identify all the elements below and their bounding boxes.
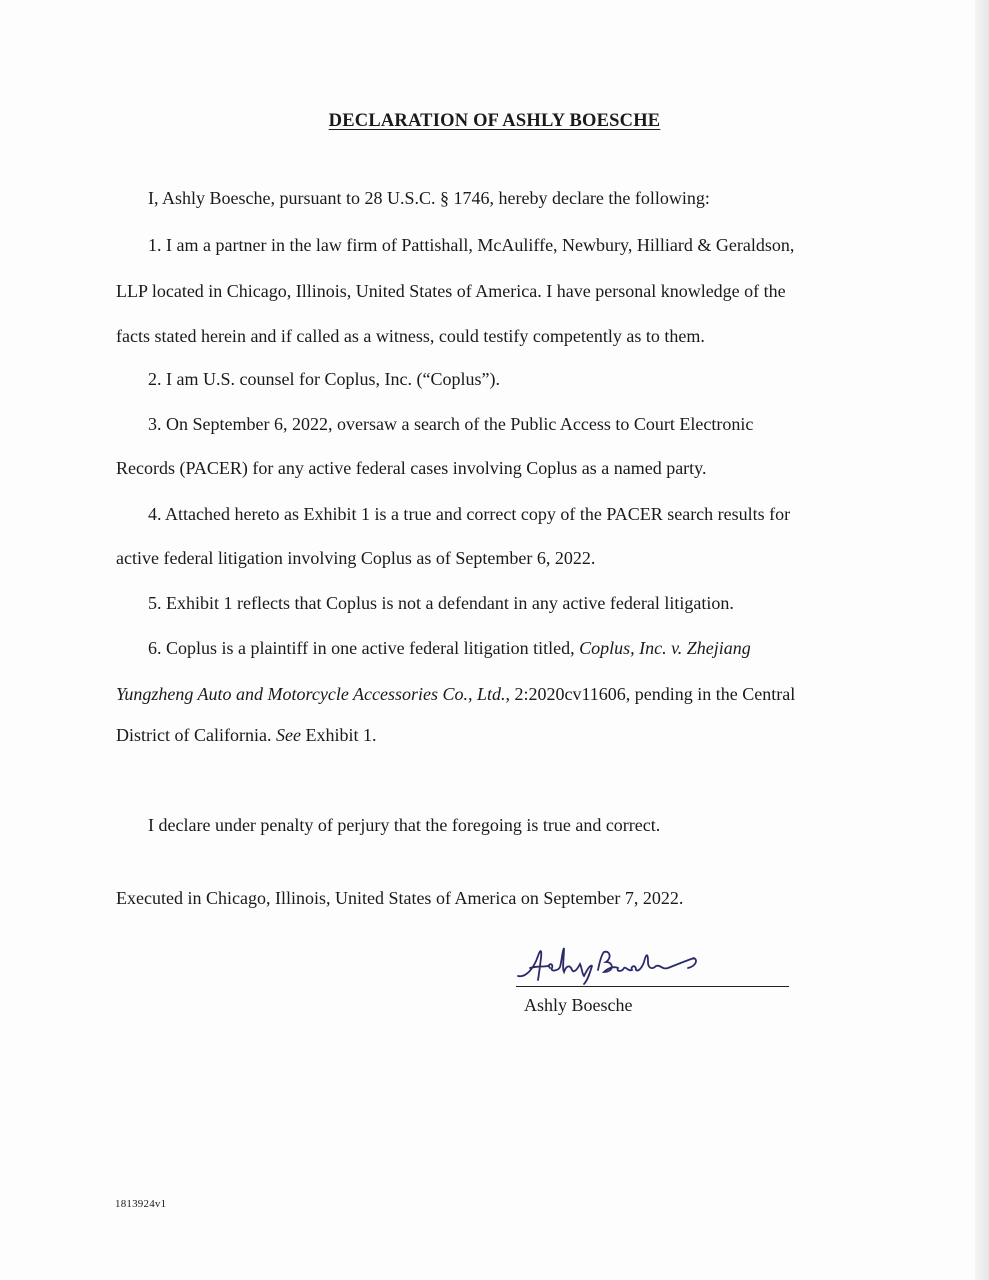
perjury-declaration: I declare under penalty of perjury that the foregoing is true and correct. — [148, 815, 661, 835]
paragraph-6-line-2 — [116, 682, 795, 706]
intro-line: I, Ashly Boesche, pursuant to 28 U.S.C. § 1746, hereby declare the following: — [148, 188, 710, 208]
signature-line — [516, 986, 789, 987]
signer-printed-name: Ashly Boesche — [524, 995, 633, 1015]
paragraph-1-line-2: LLP located in Chicago, Illinois, United States of America. I have personal knowledge of the — [116, 281, 786, 301]
see-signal-italic: See — [275, 725, 301, 745]
signature-block — [512, 938, 792, 1028]
case-title-italic: Coplus, Inc. v. Zhejiang — [579, 638, 751, 658]
paragraph-6-line-1 — [148, 636, 751, 660]
handwritten-signature-icon — [512, 938, 712, 988]
paragraph-2: 2. I am U.S. counsel for Coplus, Inc. (“Coplus”). — [148, 369, 500, 389]
execution-statement: Executed in Chicago, Illinois, United States of America on September 7, 2022. — [116, 888, 684, 908]
paragraph-3-line-1: 3. On September 6, 2022, oversaw a search of the Public Access to Court Electronic — [148, 414, 754, 434]
paragraph-5: 5. Exhibit 1 reflects that Coplus is not a defendant in any active federal litigation. — [148, 593, 734, 613]
paragraph-1-line-1: 1. I am a partner in the law firm of Pattishall, McAuliffe, Newbury, Hilliard & Geraldson, — [148, 235, 795, 255]
district-text: District of California. — [116, 725, 276, 745]
paragraph-1-line-3: facts stated herein and if called as a witness, could testify competently as to them. — [116, 326, 705, 346]
paragraph-4-line-1: 4. Attached hereto as Exhibit 1 is a true and correct copy of the PACER search results for — [148, 504, 791, 524]
scan-edge — [975, 0, 989, 1280]
paragraph-4-line-2: active federal litigation involving Coplus as of September 6, 2022. — [116, 548, 596, 568]
paragraph-6-line-3 — [116, 723, 376, 747]
case-title-italic-cont: Yungzheng Auto and Motorcycle Accessories Co., Ltd. — [116, 684, 506, 704]
exhibit-reference: Exhibit 1. — [300, 725, 377, 745]
document-id: 1813924v1 — [115, 1198, 167, 1210]
paragraph-6-text: 6. Coplus is a plaintiff in one active federal litigation titled, — [148, 638, 580, 658]
paragraph-6-text-cont: , 2:2020cv11606, pending in the Central — [505, 684, 796, 704]
document-title: DECLARATION OF ASHLY BOESCHE — [328, 111, 661, 131]
paragraph-3-line-2: Records (PACER) for any active federal cases involving Coplus as a named party. — [116, 458, 707, 478]
